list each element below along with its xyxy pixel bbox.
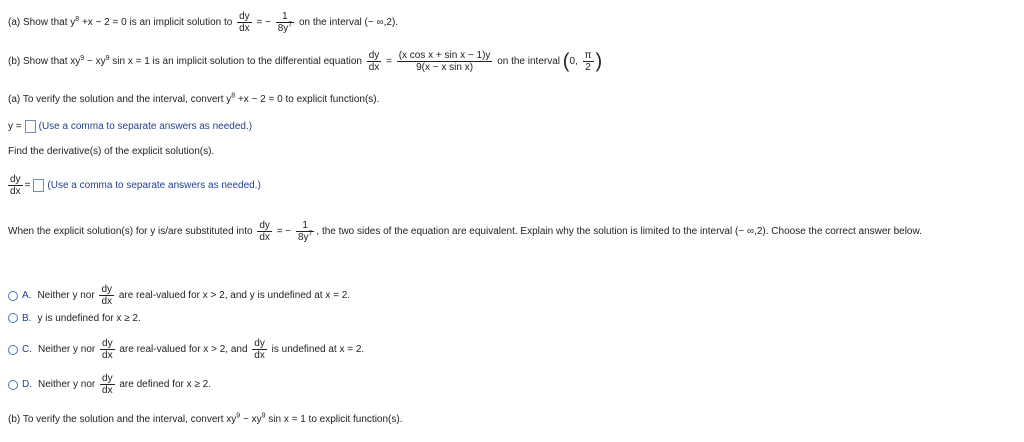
derivative-answer-input[interactable] [33, 179, 44, 192]
choice-d[interactable]: D. Neither y nor $\frac{dy}{dx}$ are defined for x ≥ 2. [8, 373, 211, 396]
derivative-hint: (Use a comma to separate answers as needed.) [47, 180, 261, 192]
derivative-answer-row: $\frac{dy}{dx}$ = (Use a comma to separate answers as needed.) [10, 174, 261, 197]
choice-b-radio[interactable] [8, 313, 18, 323]
y-label: y = [8, 121, 22, 133]
part-b-derivative: $\frac{dy}{dx}$ [368, 50, 380, 73]
part-a-lead: (a) Show that y [8, 17, 76, 29]
step-b-heading: (b) To verify the solution and the interval, convert $xy^9 - xy^9$ sin x = 1 to explicit function(s). [8, 412, 403, 425]
choice-a[interactable]: A. Neither y nor $\frac{dy}{dx}$ are real-valued for x > 2, and y is undefined at x = 2. [8, 284, 350, 307]
derivative-prompt: Find the derivative(s) of the explicit solution(s). [8, 146, 215, 157]
part-a-prompt [8, 11, 398, 34]
step-a-heading: (a) To verify the solution and the interval, convert $y^8 +x - 2 = 0$ to explicit function(s). [8, 92, 380, 105]
part-b-rhs: $\frac{\text{(x cos x + sin x − 1)y}}{\text{9(x − x sin x)}}$ [398, 50, 491, 73]
choice-d-radio[interactable] [8, 380, 18, 390]
part-a-exp: 8 [75, 15, 80, 23]
choice-c-radio[interactable] [8, 345, 18, 355]
part-a-equals: = − [256, 17, 271, 29]
explain-prompt: When the explicit solution(s) for y is/are substituted into $\frac{dy}{dx}$ = − $\frac{1}{8y^7}$ , the two sides of the equation are equivalent. Explain why the solution is limited to the interval (− ∞,2). Choose the correct answer below. [8, 220, 922, 243]
choice-b[interactable]: B. y is undefined for x ≥ 2. [8, 313, 141, 325]
part-b-prompt: (b) Show that $xy^9 - xy^9$ sin x = 1 is an implicit solution to the differential equation $\frac{dy}{dx}$ = $\frac{\text{(x cos x + sin x − 1)y}}{\text{9(x − x sin x)}}$ on the interval (0, $\frac{\pi}{2}$ ) [8, 50, 603, 73]
part-a-rhs: $\frac{1}{8y^7}$ [277, 11, 293, 34]
y-answer-input[interactable] [25, 120, 36, 133]
part-a-derivative: $\frac{dy}{dx}$ [239, 11, 250, 34]
interval-right: $\frac{\pi}{2}$ [584, 50, 592, 73]
part-a-tail: on the interval (− ∞,2). [298, 17, 399, 29]
choice-c[interactable]: C. Neither y nor $\frac{dy}{dx}$ are real-valued for x > 2, and $\frac{dy}{dx}$ is undefined at x = 2. [8, 338, 364, 361]
part-a-mid: +x − 2 = 0 is an implicit solution to [79, 17, 236, 29]
y-hint: (Use a comma to separate answers as needed.) [38, 121, 253, 133]
interval-left: 0, [569, 56, 578, 68]
choice-a-radio[interactable] [8, 291, 18, 301]
dydx-label: $\frac{dy}{dx}$ [10, 174, 21, 197]
y-answer-row [8, 120, 252, 133]
